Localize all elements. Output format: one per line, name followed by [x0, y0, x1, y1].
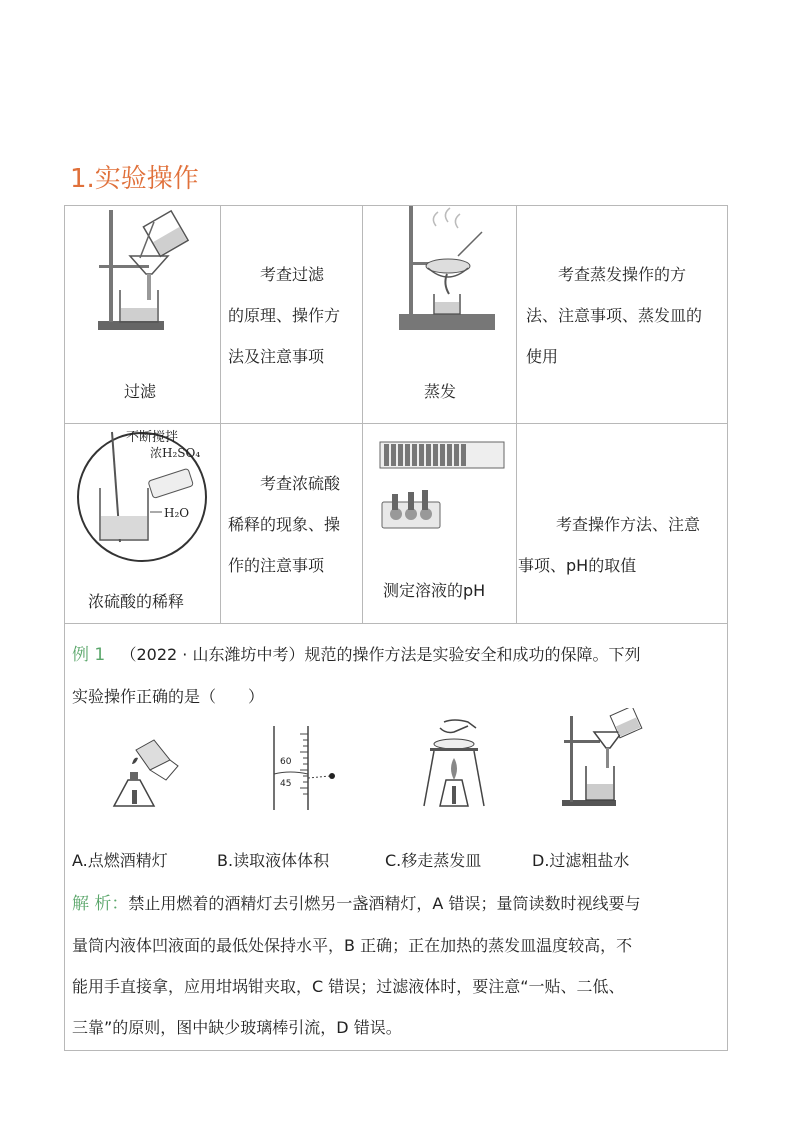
example-label: 例 1 [72, 645, 106, 665]
desc-ph: 考查操作方法、注意 事项、pH的取值 [518, 515, 701, 575]
table-divider [64, 623, 728, 624]
desc-filtration: 考查过滤 的原理、操作方 法及注意事项 [228, 265, 341, 366]
label-water: H₂O [164, 506, 190, 520]
evaporation-diagram [396, 206, 502, 334]
option-c: C.移走蒸发皿 [385, 851, 482, 870]
label-stir: 不断搅拌 [126, 430, 179, 445]
cylinder-mark-45: 45 [280, 779, 292, 789]
analysis-label: 解 析： [72, 894, 129, 914]
section-title: 1.实验操作 [70, 164, 199, 194]
filtration-diagram [92, 208, 197, 336]
analysis: 解 析：禁止用燃着的酒精灯去引燃另一盏酒精灯，A 错误；量筒读数时视线要与 量筒内液体凹液面的最低处保持水平，B 正确；正在加热的蒸发皿温度较高，不 能用手直接拿，应用坩埚钳夹取，C 错误；过滤液体时，要注意“一贴、二低、 三靠”的原则，图中缺少玻璃棒引流，D 错误。 [72, 894, 641, 1037]
ph-test-diagram [378, 436, 506, 534]
option-b: B.读取液体体积 [217, 851, 330, 870]
option-a: A.点燃酒精灯 [72, 851, 168, 870]
caption-dilution: 浓硫酸的稀释 [88, 592, 185, 611]
caption-ph: 测定溶液的pH [383, 581, 486, 600]
caption-evaporation: 蒸发 [424, 382, 457, 401]
table-divider [516, 205, 517, 623]
table-divider [362, 205, 363, 623]
label-acid: 浓H₂SO₄ [150, 446, 201, 460]
caption-filtration: 过滤 [124, 382, 157, 401]
example-question: 例 1 （2022 · 山东潍坊中考）规范的操作方法是实验安全和成功的保障。下列 实验操作正确的是（ ） [72, 645, 641, 706]
cylinder-mark-60: 60 [280, 757, 292, 767]
desc-dilution: 考查浓硫酸 稀释的现象、操 作的注意事项 [228, 474, 341, 575]
option-d: D.过滤粗盐水 [532, 851, 630, 870]
desc-evaporation: 考查蒸发操作的方 法、注意事项、蒸发皿的 使用 [526, 265, 703, 366]
table-divider [220, 205, 221, 623]
option-a-image [106, 736, 186, 810]
option-b-image [268, 726, 340, 810]
option-d-image [560, 708, 644, 808]
option-c-image [418, 718, 490, 810]
